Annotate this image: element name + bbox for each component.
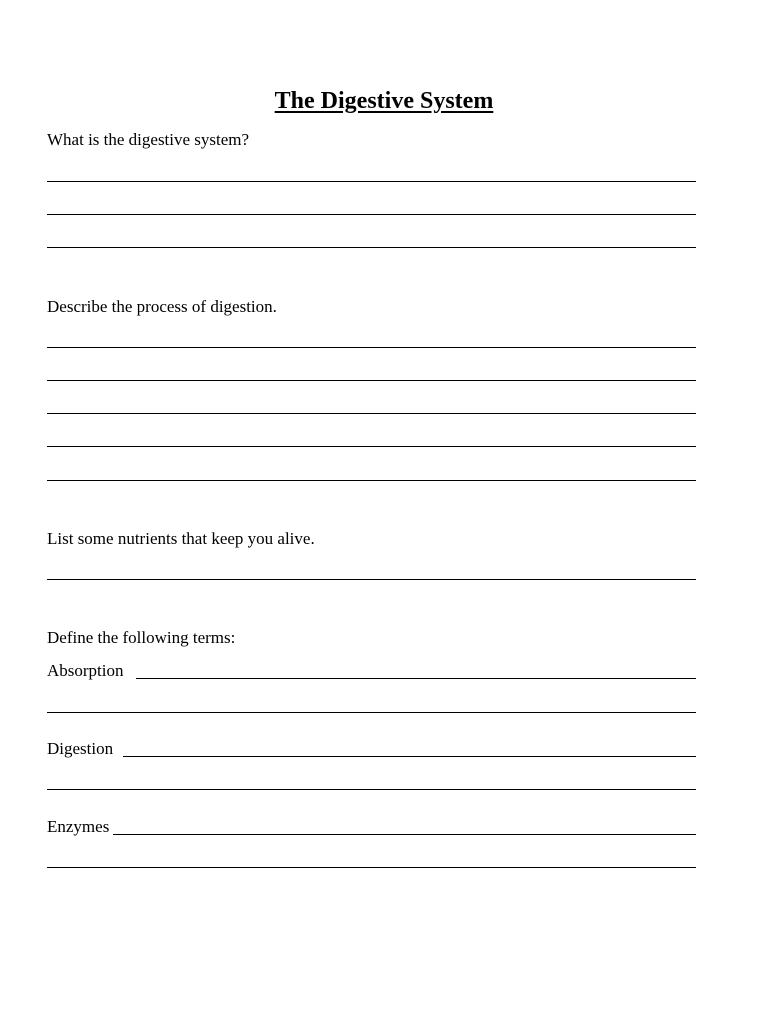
term-label-enzymes: Enzymes <box>47 817 110 836</box>
term-label-absorption: Absorption <box>47 661 124 680</box>
question-2-answer-line-5[interactable] <box>47 480 696 481</box>
term-answer-line-digestion-2[interactable] <box>47 789 696 790</box>
term-answer-line-enzymes[interactable] <box>113 834 696 835</box>
question-4-prompt: Define the following terms: <box>47 628 236 647</box>
question-1-prompt: What is the digestive system? <box>47 130 250 149</box>
term-row-absorption <box>47 659 696 681</box>
question-2-answer-line-2[interactable] <box>47 380 696 381</box>
worksheet-title: The Digestive System <box>274 88 494 114</box>
term-answer-line-enzymes-2[interactable] <box>47 867 696 868</box>
term-answer-line-absorption-2[interactable] <box>47 712 696 713</box>
question-3-answer-line-1[interactable] <box>47 579 696 580</box>
term-row-digestion <box>47 737 696 759</box>
term-label-digestion: Digestion <box>47 739 114 758</box>
question-2-answer-line-3[interactable] <box>47 413 696 414</box>
question-2-prompt: Describe the process of digestion. <box>47 297 277 316</box>
question-2-answer-line-1[interactable] <box>47 347 696 348</box>
question-3-prompt: List some nutrients that keep you alive. <box>47 529 315 548</box>
term-answer-line-absorption[interactable] <box>136 678 697 679</box>
question-2-answer-line-4[interactable] <box>47 446 696 447</box>
term-row-enzymes <box>47 815 696 837</box>
question-1-answer-line-2[interactable] <box>47 214 696 215</box>
question-1-answer-line-1[interactable] <box>47 181 696 182</box>
question-1-answer-line-3[interactable] <box>47 247 696 248</box>
term-answer-line-digestion[interactable] <box>123 756 696 757</box>
